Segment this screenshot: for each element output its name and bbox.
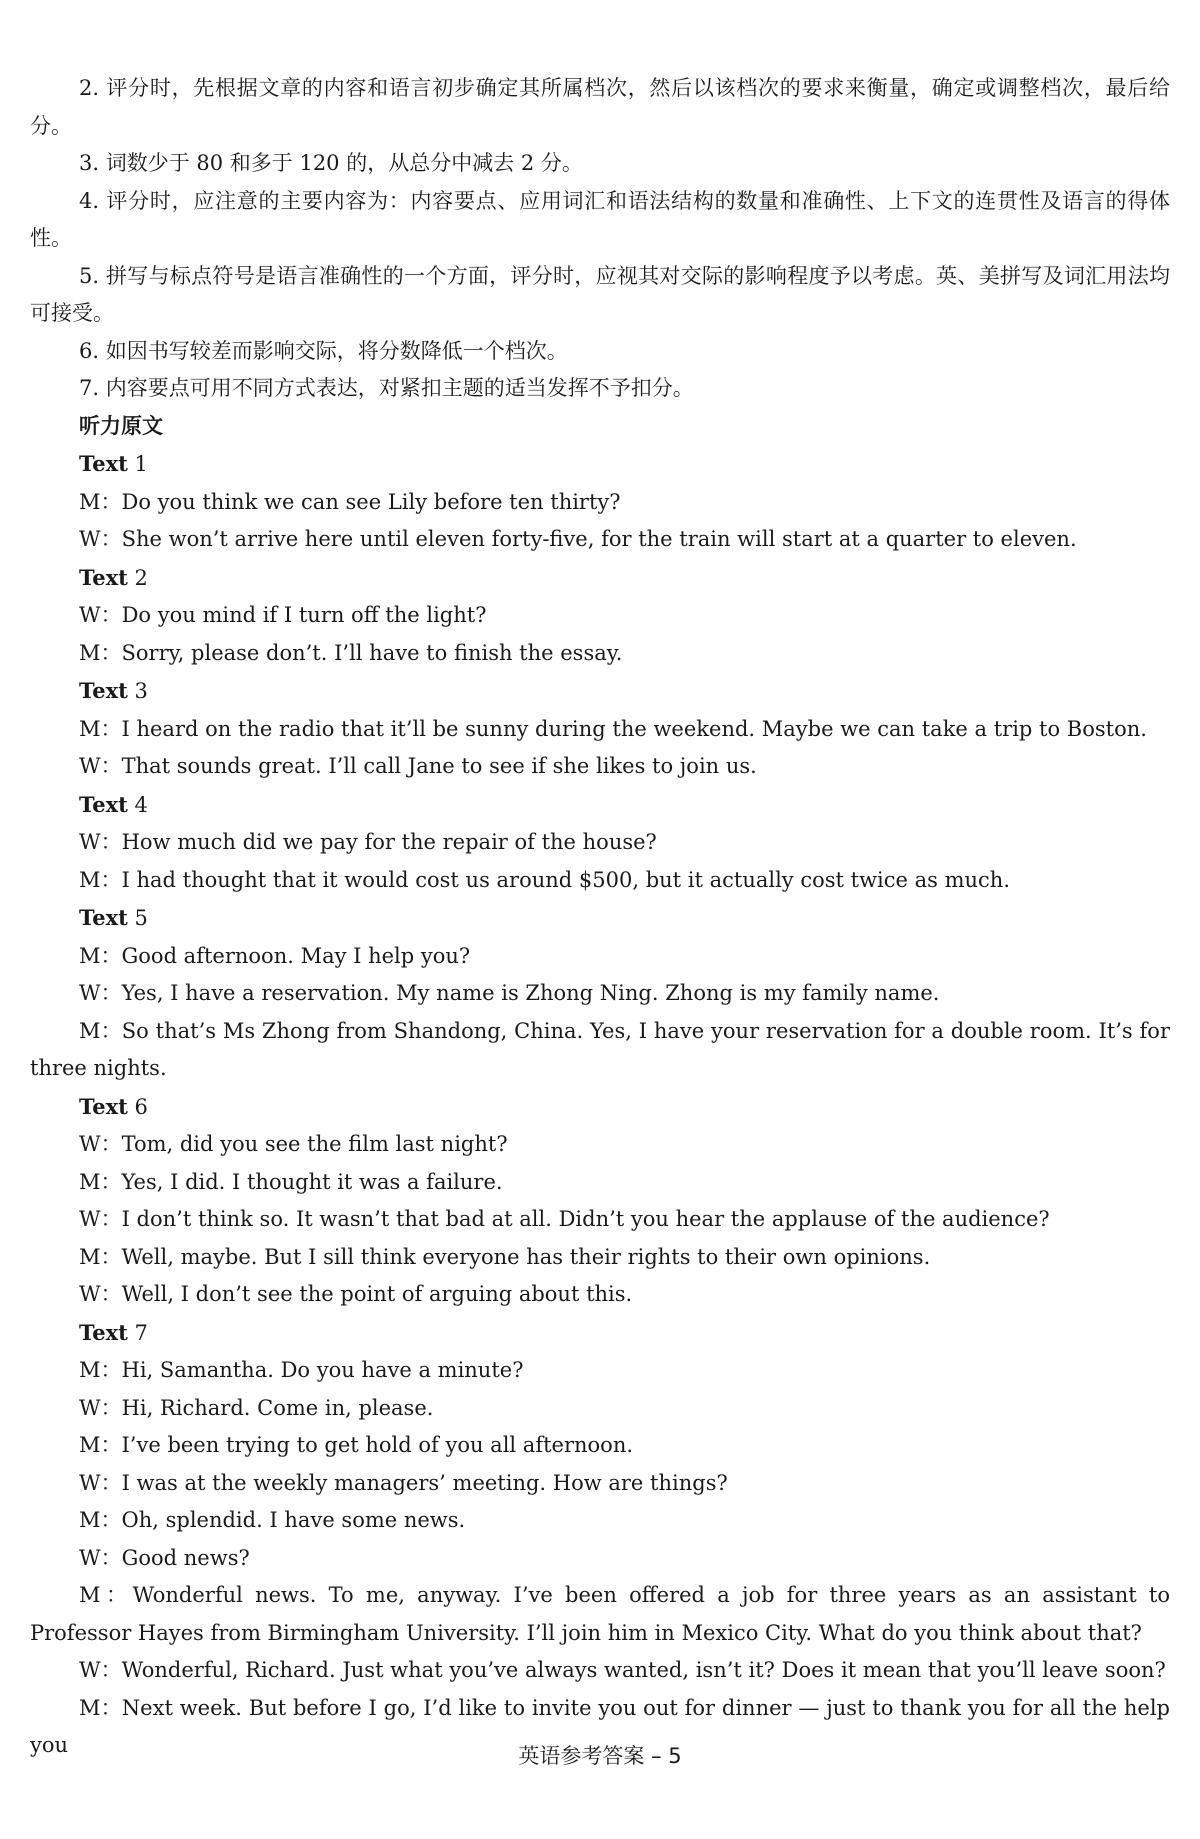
rule-2: 2. 评分时，先根据文章的内容和语言初步确定其所属档次，然后以该档次的要求来衡量，确定或调整档次，最后给分。 [30,76,1170,138]
dialogue-line: W：How much did we pay for the repair of the house? [79,830,657,854]
text-label: Text 1 [79,451,148,476]
dialogue-line: M：I heard on the radio that it’ll be sunny during the weekend. Maybe we can take a trip to Boston. [79,716,1147,741]
dialogue-line: M：Hi, Samantha. Do you have a minute? [79,1358,524,1382]
rule-4: 4. 评分时，应注意的主要内容为：内容要点、应用词汇和语法结构的数量和准确性、上下文的连贯性及语言的得体性。 [30,188,1170,250]
text-label: Text 4 [79,791,148,817]
text-block-2 [30,559,1170,673]
rule-6: 6. 如因书写较差而影响交际，将分数降低一个档次。 [79,338,568,363]
dialogue-line: M：Well, maybe. But I sill think everyone has their rights to their own opinions. [79,1244,931,1269]
text-block-3 [30,672,1170,786]
dialogue-line: W：Well, I don’t see the point of arguing about this. [79,1282,633,1306]
transcripts [30,445,1170,1765]
text-block-7 [30,1314,1170,1765]
dialogue-line: M：Next week. But before I go, I’d like to invite you out for dinner — just to thank you for all the help you [30,1695,1170,1757]
dialogue-line: W：Good news? [79,1545,250,1570]
dialogue-line: W：Tom, did you see the film last night? [79,1132,508,1156]
text-label: Text 6 [79,1093,148,1119]
text-label: Text 3 [79,678,148,703]
page-footer: 英语参考答案 – 5 [518,1744,682,1768]
text-label: Text 7 [79,1319,148,1345]
dialogue-line: W：Wonderful, Richard. Just what you’ve always wanted, isn’t it? Does it mean that you’ll leave soon? [79,1658,1166,1682]
rule-7: 7. 内容要点可用不同方式表达，对紧扣主题的适当发挥不予扣分。 [79,376,694,400]
text-label: Text 2 [79,564,148,590]
section-title: 听力原文 [79,413,163,438]
dialogue-line: M：Do you think we can see Lily before ten thirty? [79,489,621,514]
dialogue-line: W：Yes, I have a reservation. My name is Zhong Ning. Zhong is my family name. [79,981,940,1005]
text-label: Text 5 [79,905,148,930]
text-block-6 [30,1088,1170,1314]
rule-3: 3. 词数少于 80 和多于 120 的，从总分中减去 2 分。 [79,151,583,175]
dialogue-line: W：I was at the weekly managers’ meeting. How are things? [79,1470,728,1495]
rule-5: 5. 拼写与标点符号是语言准确性的一个方面，评分时，应视其对交际的影响程度予以考虑。英、美拼写及词汇用法均可接受。 [30,263,1170,325]
dialogue-line: M：Oh, splendid. I have some news. [79,1508,466,1532]
dialogue-line: M：Good afternoon. May I help you? [79,943,471,968]
dialogue-line: W：I don’t think so. It wasn’t that bad at all. Didn’t you hear the applause of the audience? [79,1207,1050,1231]
grading-rules [30,70,1170,408]
dialogue-line: M：Wonderful news. To me, anyway. I’ve been offered a job for three years as an assistant to Professor Hayes from Birmingham University. I’ll join him in Mexico City. What do you think about that? [30,1583,1170,1645]
dialogue-line: W：Hi, Richard. Come in, please. [79,1395,434,1420]
dialogue-line: M：Sorry, please don’t. I’ll have to finish the essay. [79,640,623,665]
dialogue-line: M：Yes, I did. I thought it was a failure. [79,1169,503,1194]
dialogue-line: M：I had thought that it would cost us around $500, but it actually cost twice as much. [79,867,1011,892]
dialogue-line: W：That sounds great. I’ll call Jane to see if she likes to join us. [79,754,757,778]
text-block-1 [30,445,1170,559]
document-page [30,70,1170,1765]
text-block-5 [30,899,1170,1088]
dialogue-line: W：She won’t arrive here until eleven forty-five, for the train will start at a quarter to eleven. [79,527,1077,551]
dialogue-line: W：Do you mind if I turn off the light? [79,603,487,627]
text-block-4 [30,786,1170,900]
dialogue-line: M：I’ve been trying to get hold of you all afternoon. [79,1433,634,1457]
dialogue-line: M：So that’s Ms Zhong from Shandong, China. Yes, I have your reservation for a double room. It’s for three nights. [30,1018,1170,1080]
